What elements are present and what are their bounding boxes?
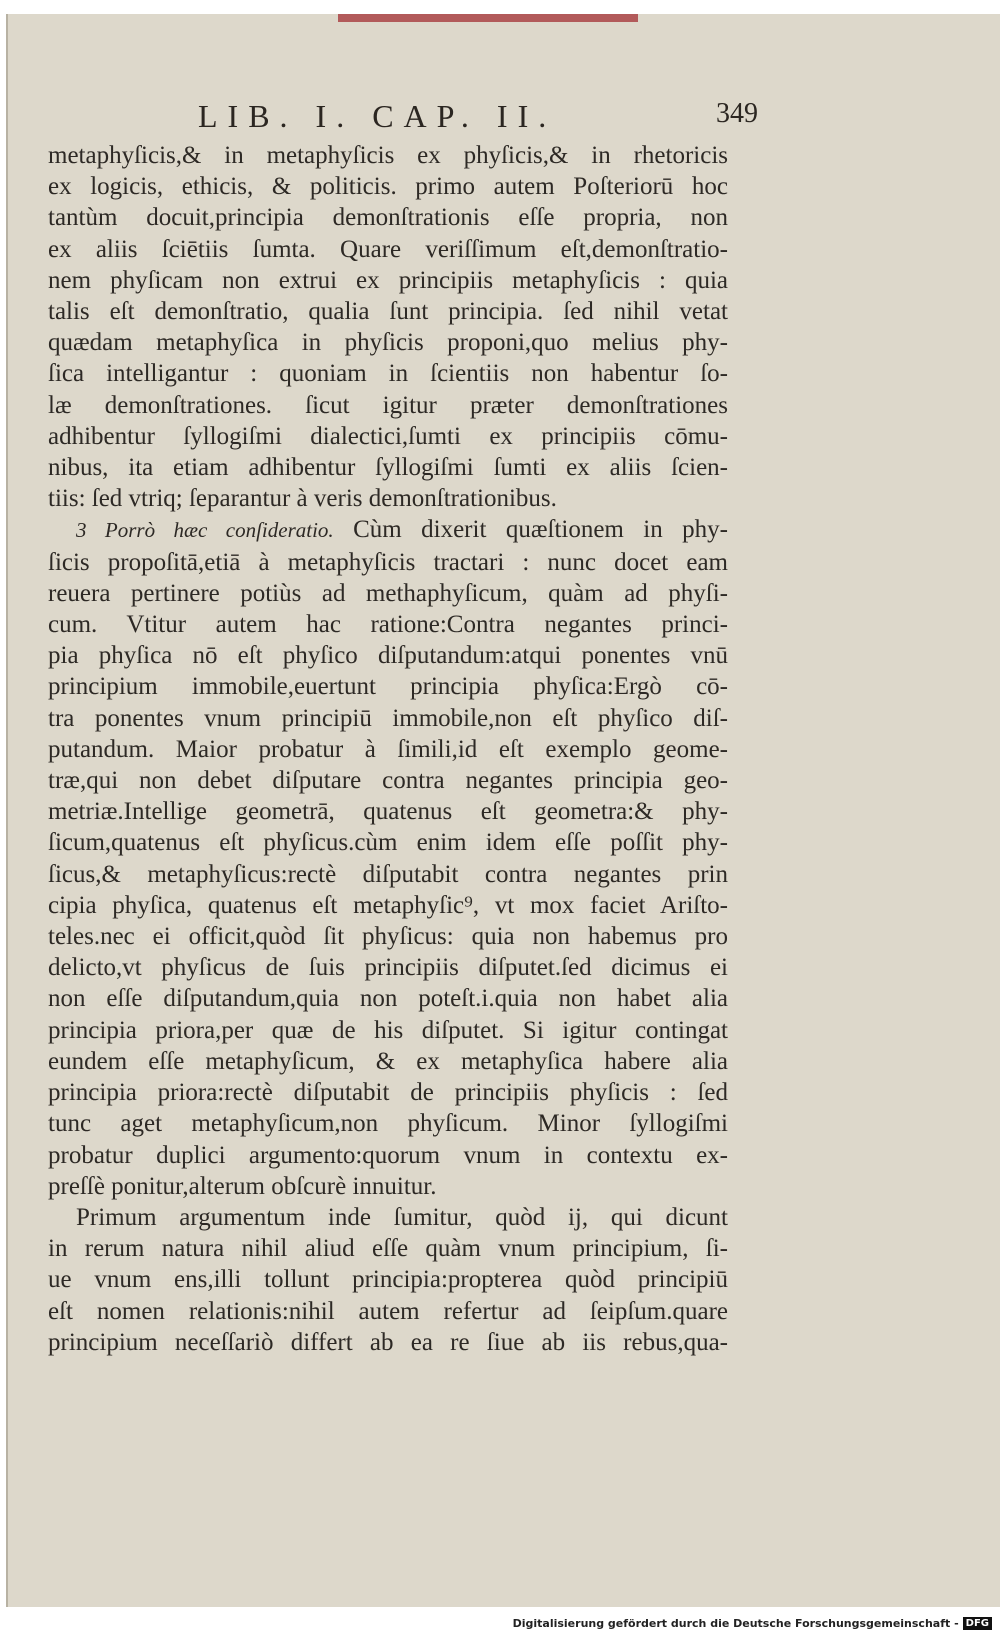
text-line: in rerum natura nihil aliud eſſe quàm vnum principium, ſi- (48, 1235, 728, 1263)
text-line: cipia phyſica, quatenus eſt metaphyſic⁹, vt mox faciet Ariſto- (48, 891, 728, 919)
text-line: cum. Vtitur autem hac ratione:Contra negantes princi- (48, 611, 728, 639)
text-line (48, 514, 728, 546)
text-line: ſicum,quatenus eſt phyſicus.cùm enim idem eſſe poſſit phy- (48, 829, 728, 857)
text-line: non eſſe diſputandum,quia non poteſt.i.quia non habet alia (48, 985, 728, 1013)
text-line: putandum. Maior probatur à ſimili,id eſt exemplo geome- (48, 735, 728, 763)
dfg-logo: DFG (963, 1617, 992, 1630)
text-line: eundem eſſe metaphyſicum, & ex metaphyſica habere alia (48, 1047, 728, 1075)
footer-text: Digitalisierung gefördert durch die Deutsche Forschungsgemeinschaft - (512, 1616, 959, 1630)
text-line: ex aliis ſciētiis ſumta. Quare veriſſimum eſt,demonſtratio- (48, 235, 728, 263)
binding-strip (338, 14, 638, 22)
text-line: tra ponentes vnum principiū immobile,non eſt phyſico diſ- (48, 704, 728, 732)
text-line: adhibentur ſyllogiſmi dialectici,ſumti ex principiis cōmu- (48, 422, 728, 450)
text-fragment: Cùm dixerit quæſtionem in phy- (353, 516, 728, 544)
text-line: reuera pertinere potiùs ad methaphyſicum, quàm ad phyſi- (48, 579, 728, 607)
text-line: læ demonſtrationes. ſicut igitur præter demonſtrationes (48, 391, 728, 419)
marginal-note: 3 Porrò hæc conſideratio. (76, 518, 334, 543)
text-line: principium neceſſariò differt ab ea re ſiue ab iis rebus,qua- (48, 1328, 728, 1356)
text-line: træ,qui non debet diſputare contra negantes principia geo- (48, 767, 728, 795)
running-title: LIB. I. CAP. II. (198, 98, 557, 134)
paragraph-3 (48, 1202, 728, 1358)
text-line: ſicus,& metaphyſicus:rectè diſputabit contra negantes prin (48, 860, 728, 888)
text-line: tantùm docuit,principia demonſtrationis eſſe propria, non (48, 204, 728, 232)
page-number: 349 (716, 98, 758, 129)
page-header (198, 98, 758, 138)
text-line: ſica intelligantur : quoniam in ſcientiis non habentur ſo- (48, 360, 728, 388)
text-line: tunc aget metaphyſicum,non phyſicum. Minor ſyllogiſmi (48, 1110, 728, 1138)
text-line: principia priora:rectè diſputabit de principiis phyſicis : ſed (48, 1079, 728, 1107)
text-line: ex logicis, ethicis, & politicis. primo autem Poſteriorū hoc (48, 173, 728, 201)
text-line: pia phyſica nō eſt phyſico diſputandum:atqui ponentes vnū (48, 642, 728, 670)
text-line: ue vnum ens,illi tollunt principia:propterea quòd principiū (48, 1266, 728, 1294)
text-line: principium immobile,euertunt principia phyſica:Ergò cō- (48, 673, 728, 701)
text-line: metriæ.Intellige geometrā, quatenus eſt geometra:& phy- (48, 798, 728, 826)
paragraph-2 (48, 514, 728, 1201)
text-line: principia priora,per quæ de his diſputet. Si igitur contingat (48, 1016, 728, 1044)
text-line: tiis: ſed vtriq; ſeparantur à veris demonſtrationibus. (48, 485, 557, 513)
digitization-footer (513, 1614, 992, 1632)
text-line: nem phyſicam non extrui ex principiis metaphyſicis : quia (48, 266, 728, 294)
text-line: eſt nomen relationis:nihil autem refertur ad ſeipſum.quare (48, 1297, 728, 1325)
book-page (6, 14, 1000, 1607)
text-line: metaphyſicis,& in metaphyſicis ex phyſicis,& in rhetoricis (48, 142, 728, 169)
text-line: preſſè ponitur,alterum obſcurè innuitur. (48, 1172, 437, 1200)
text-body (48, 140, 728, 1358)
text-line: probatur duplici argumento:quorum vnum in contextu ex- (48, 1141, 728, 1169)
text-line: teles.nec ei officit,quòd ſit phyſicus: quia non habemus pro (48, 923, 728, 951)
text-line: talis eſt demonſtratio, qualia ſunt principia. ſed nihil vetat (48, 298, 728, 326)
text-line: nibus, ita etiam adhibentur ſyllogiſmi ſumti ex aliis ſcien- (48, 454, 728, 482)
text-line: quædam metaphyſica in phyſicis proponi,quo melius phy- (48, 329, 728, 357)
text-line: Primum argumentum inde ſumitur, quòd ij, qui dicunt (76, 1203, 728, 1231)
text-line: delicto,vt phyſicus de ſuis principiis diſputet.ſed dicimus ei (48, 954, 728, 982)
paragraph-1 (48, 140, 728, 514)
text-line: ſicis propoſitā,etiā à metaphyſicis tractari : nunc docet eam (48, 548, 728, 576)
